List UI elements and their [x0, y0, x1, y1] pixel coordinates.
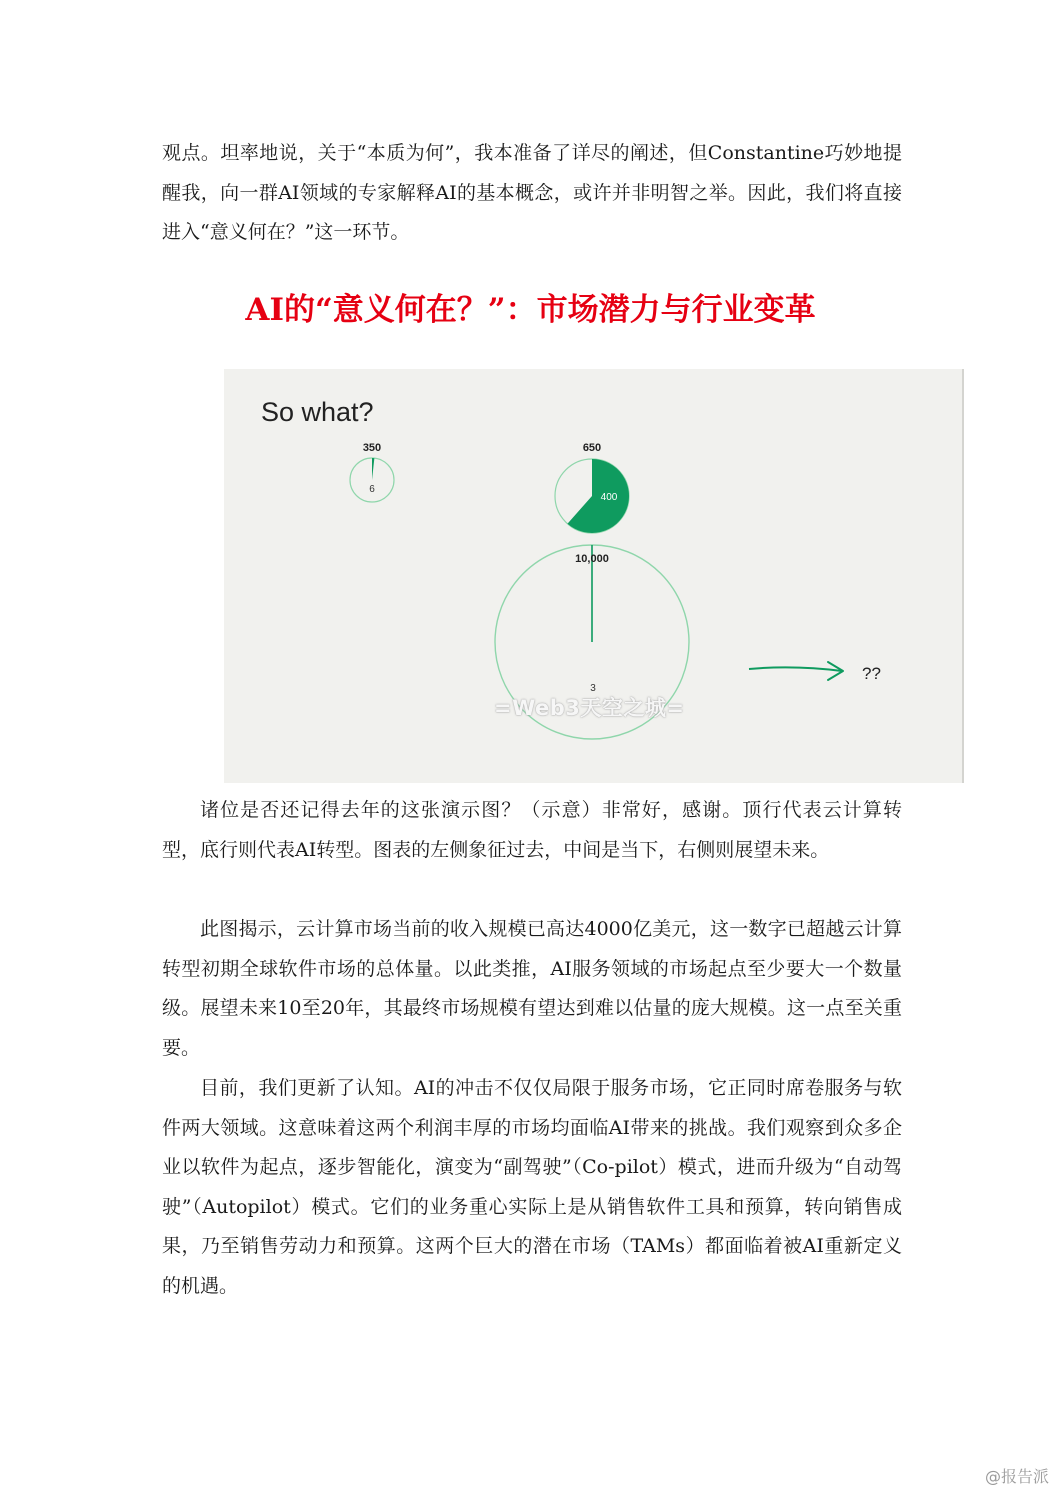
section-heading: AI的“意义何在？”：市场潜力与行业变革	[245, 292, 816, 328]
slide-figure	[224, 369, 964, 783]
intro-paragraph: 观点。坦率地说，关于“本质为何”，我本准备了详尽的阐述，但Constantine巧妙地提醒我，向一群AI领域的专家解释AI的基本概念，或许并非明智之举。因此，我们将直接进入“意义何在？”这一环节。	[162, 142, 902, 243]
footer-watermark: @报告派	[984, 1467, 1049, 1486]
slide-title: So what?	[261, 397, 374, 427]
inner-label-cloud-present: 400	[600, 492, 618, 503]
total-label-ai-present: 10,000	[575, 553, 609, 565]
inner-label-ai-present: 3	[590, 683, 596, 694]
future-label: ??	[862, 664, 881, 683]
slide-watermark: =Web3天空之城=	[494, 696, 685, 720]
inner-label-cloud-past: 6	[369, 484, 375, 495]
paragraph-1: 诸位是否还记得去年的这张演示图？（示意）非常好，感谢。顶行代表云计算转型，底行则代表AI转型。图表的左侧象征过去，中间是当下，右侧则展望未来。	[162, 799, 902, 861]
paragraph-3: 目前，我们更新了认知。AI的冲击不仅仅局限于服务市场，它正同时席卷服务与软件两大领域。这意味着这两个利润丰厚的市场均面临AI带来的挑战。我们观察到众多企业以软件为起点，逐步智能化，演变为“副驾驶”（Co-pilot）模式，进而升级为“自动驾驶”（Autopilot）模式。它们的业务重心实际上是从销售软件工具和预算，转向销售成果，乃至销售劳动力和预算。这两个巨大的潜在市场（TAMs）都面临着被AI重新定义的机遇。	[162, 1077, 902, 1297]
arrow-future	[749, 667, 842, 671]
total-label-cloud-past: 350	[362, 442, 382, 454]
slice-cloud-present	[567, 459, 629, 533]
paragraph-2: 此图揭示，云计算市场当前的收入规模已高达4000亿美元，这一数字已超越云计算转型初期全球软件市场的总体量。以此类推，AI服务领域的市场起点至少要大一个数量级。展望未来10至20年，其最终市场规模有望达到难以估量的庞大规模。这一点至关重要。	[162, 918, 902, 1059]
total-label-cloud-present: 650	[582, 442, 602, 454]
slice-cloud-past	[372, 458, 374, 480]
